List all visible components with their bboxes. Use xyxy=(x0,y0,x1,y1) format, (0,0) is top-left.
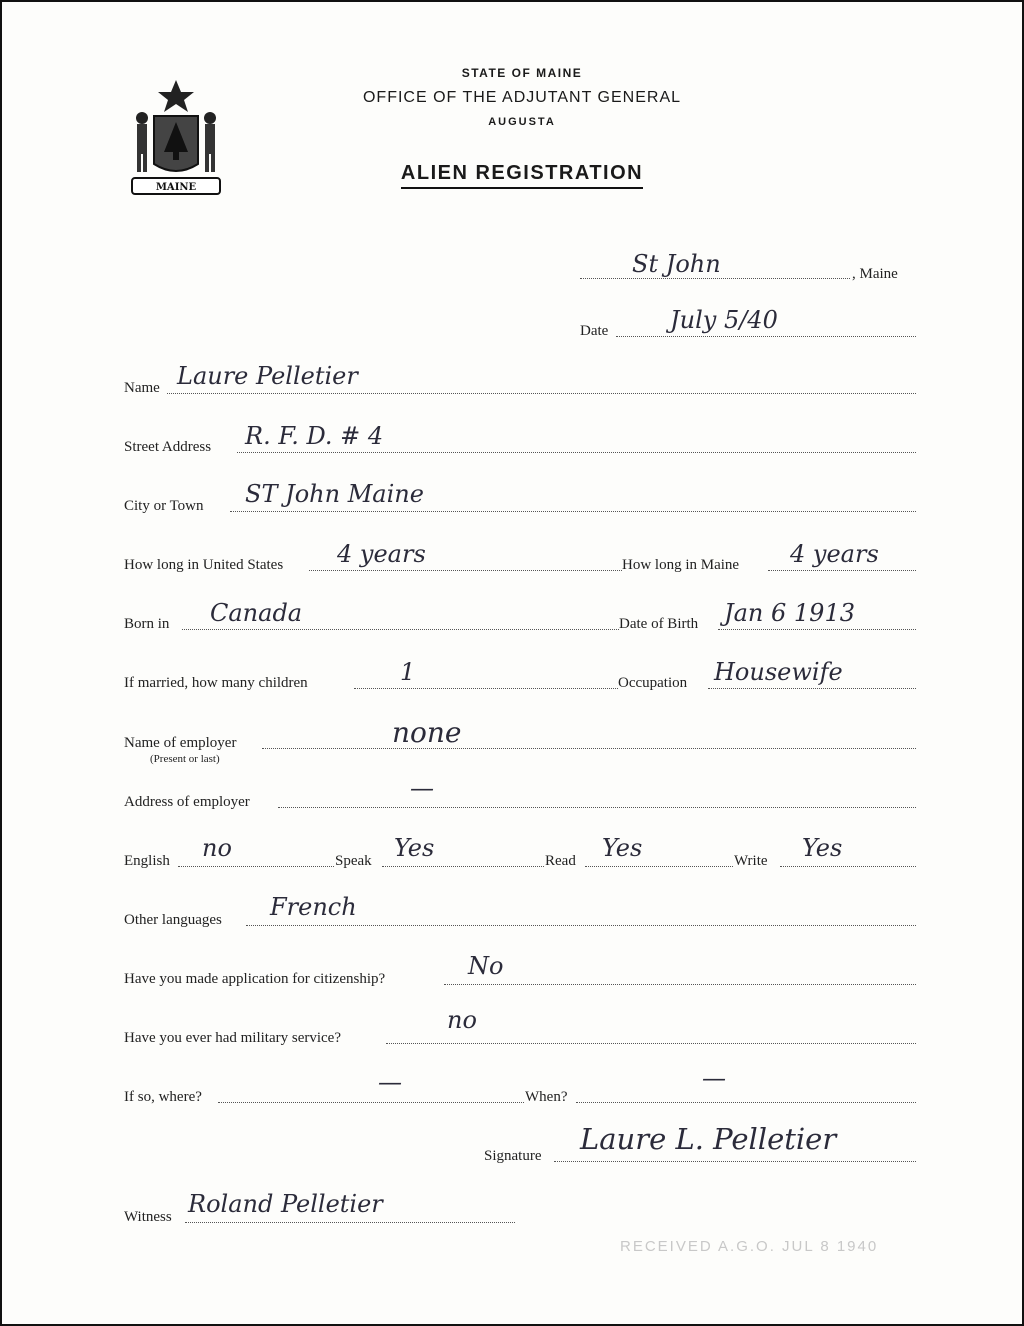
write-line xyxy=(780,866,916,867)
town-line xyxy=(580,278,850,279)
employer-address-line xyxy=(278,807,916,808)
state-heading: STATE OF MAINE xyxy=(461,66,583,80)
born-label: Born in xyxy=(124,616,170,632)
employer-value: none xyxy=(392,716,462,749)
when-line xyxy=(576,1102,916,1103)
english-label: English xyxy=(124,853,170,869)
city-line xyxy=(230,511,916,512)
read-value: Yes xyxy=(602,834,643,862)
received-stamp: RECEIVED A.G.O. JUL 8 1940 xyxy=(620,1238,879,1255)
speak-value: Yes xyxy=(394,834,435,862)
witness-line xyxy=(185,1222,515,1223)
date-label: Date xyxy=(580,323,609,339)
in-maine-value: 4 years xyxy=(790,540,879,568)
employer-address-label: Address of employer xyxy=(124,794,250,810)
employer-sublabel: (Present or last) xyxy=(150,753,220,765)
svg-text:MAINE: MAINE xyxy=(155,182,197,193)
speak-line xyxy=(382,866,544,867)
citizenship-value: No xyxy=(468,952,504,980)
when-label: When? xyxy=(525,1089,568,1105)
us-label: How long in United States xyxy=(124,557,284,573)
when-value: — xyxy=(702,1064,726,1092)
occupation-label: Occupation xyxy=(618,675,688,691)
children-value: 1 xyxy=(400,658,416,686)
dob-line xyxy=(718,629,916,630)
military-line xyxy=(386,1043,916,1044)
occupation-value: Housewife xyxy=(714,658,843,686)
where-value: — xyxy=(378,1068,402,1096)
other-languages-line xyxy=(246,925,916,926)
where-label: If so, where? xyxy=(124,1089,202,1105)
maine-label: , Maine xyxy=(852,266,898,282)
children-line xyxy=(354,688,618,689)
signature-value: Laure L. Pelletier xyxy=(580,1122,837,1156)
dob-label: Date of Birth xyxy=(619,616,699,632)
other-languages-value: French xyxy=(270,893,357,921)
citizenship-label: Have you made application for citizenship? xyxy=(124,971,386,987)
write-label: Write xyxy=(734,853,768,869)
children-label: If married, how many children xyxy=(124,675,308,691)
name-value: Laure Pelletier xyxy=(177,362,358,390)
in-maine-line xyxy=(768,570,916,571)
signature-label: Signature xyxy=(484,1148,542,1164)
signature-line xyxy=(554,1161,916,1162)
witness-value: Roland Pelletier xyxy=(188,1190,383,1218)
us-line xyxy=(309,570,622,571)
employer-line xyxy=(262,748,916,749)
city-heading: AUGUSTA xyxy=(488,116,556,128)
military-label: Have you ever had military service? xyxy=(124,1030,341,1046)
town-value: St John xyxy=(632,250,721,278)
born-line xyxy=(182,629,619,630)
read-label: Read xyxy=(545,853,576,869)
english-line xyxy=(178,866,334,867)
us-value: 4 years xyxy=(337,540,426,568)
name-line xyxy=(167,393,916,394)
read-line xyxy=(585,866,733,867)
dob-value: Jan 6 1913 xyxy=(724,599,855,627)
name-label: Name xyxy=(124,380,160,396)
date-value: July 5/40 xyxy=(670,306,778,334)
employer-label: Name of employer xyxy=(124,735,237,751)
born-value: Canada xyxy=(210,599,303,627)
in-maine-label: How long in Maine xyxy=(622,557,740,573)
city-value: ST John Maine xyxy=(245,480,424,508)
witness-label: Witness xyxy=(124,1209,172,1225)
street-line xyxy=(237,452,916,453)
office-heading: OFFICE OF THE ADJUTANT GENERAL xyxy=(362,89,682,106)
other-languages-label: Other languages xyxy=(124,912,222,928)
military-value: no xyxy=(447,1006,477,1034)
form-title: ALIEN REGISTRATION xyxy=(2,162,1024,185)
date-line xyxy=(616,336,916,337)
street-label: Street Address xyxy=(124,439,212,455)
street-value: R. F. D. # 4 xyxy=(245,422,384,450)
where-line xyxy=(218,1102,524,1103)
citizenship-line xyxy=(444,984,916,985)
city-label: City or Town xyxy=(124,498,204,514)
speak-label: Speak xyxy=(335,853,372,869)
write-value: Yes xyxy=(802,834,843,862)
employer-address-value: — xyxy=(410,774,434,802)
english-value: no xyxy=(202,834,232,862)
occupation-line xyxy=(708,688,916,689)
